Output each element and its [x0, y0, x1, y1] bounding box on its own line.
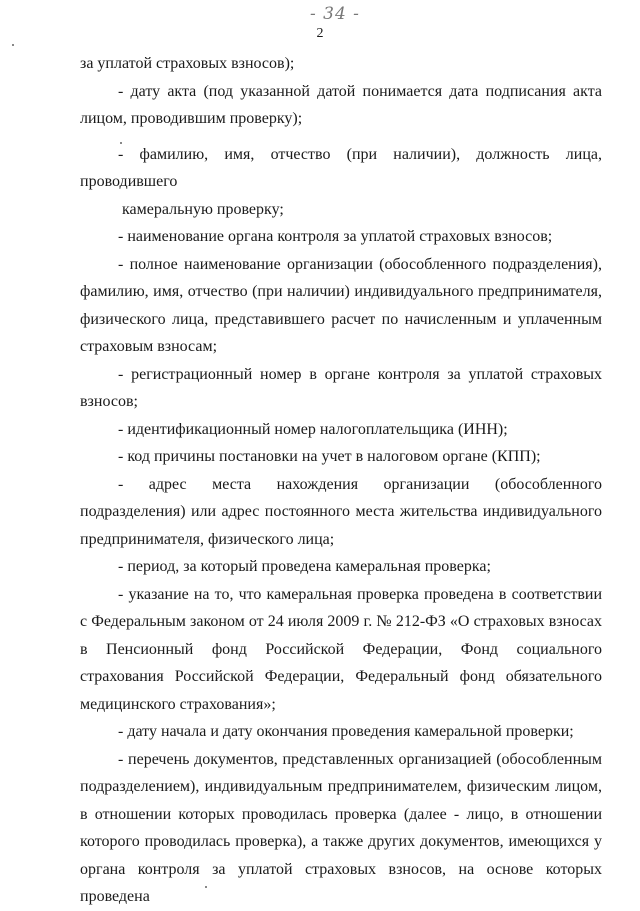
paragraph-inn: - идентификационный номер налогоплательщика (ИНН); — [118, 420, 508, 438]
paragraph-address: - адрес места нахождения организации (обособленного подразделения) или адрес постоянного места жительства индивидуального предпринимателя, физического лица; — [80, 475, 602, 548]
paragraph-document-list: - перечень документов, представленных организацией (обособленным подразделением), индивидуальным предпринимателем, физическим лицом, в отношении которых проводилась проверка (далее - лицо, в отношении которого проводилась проверка), а также других документов, имеющихся у органа контроля за уплатой страховых взносов, на основе которых проведена — [80, 750, 602, 905]
paragraph-inspector-name-cont: камеральную проверку; — [122, 200, 284, 218]
scan-speck — [205, 886, 207, 888]
paragraph-authority-name: - наименование органа контроля за уплатой страховых взносов; — [118, 228, 553, 245]
paragraph-period: - период, за который проведена камеральная проверка; — [118, 558, 491, 575]
document-body — [80, 50, 602, 911]
handwritten-page-number: - 34 - — [310, 4, 360, 24]
scan-speck — [120, 142, 122, 144]
paragraph-act-date: - дату акта (под указанной датой понимается дата подписания акта лицом, проводившим проверку); — [80, 82, 602, 127]
paragraph-registration-number: - регистрационный номер в органе контроля за уплатой страховых взносов; — [80, 365, 602, 410]
page-number: 2 — [316, 26, 324, 41]
paragraph-continuation: за уплатой страховых взносов); — [80, 55, 295, 72]
paragraph-organization-name: - полное наименование организации (обособленного подразделения), фамилию, имя, отчество (при наличии) индивидуального предпринимателя, физического лица, представившего расчет по начисленным и уплаченным страховым взносам; — [80, 255, 602, 355]
scan-speck — [12, 44, 14, 46]
paragraph-kpp: - код причины постановки на учет в налоговом органе (КПП); — [118, 448, 541, 465]
paragraph-inspector-name: - фамилию, имя, отчество (при наличии), должность лица, проводившего — [80, 145, 602, 190]
paragraph-law-reference: - указание на то, что камеральная проверка проведена в соответствии с Федеральным законом от 24 июля 2009 г. № 212-ФЗ «О страховых взносах в Пенсионный фонд Российской Федерации, Фонд социального страхования Российской Федерации, Федеральный фонд обязательного медицинского страхования»; — [80, 585, 602, 713]
paragraph-dates: - дату начала и дату окончания проведения камеральной проверки; — [118, 723, 574, 740]
